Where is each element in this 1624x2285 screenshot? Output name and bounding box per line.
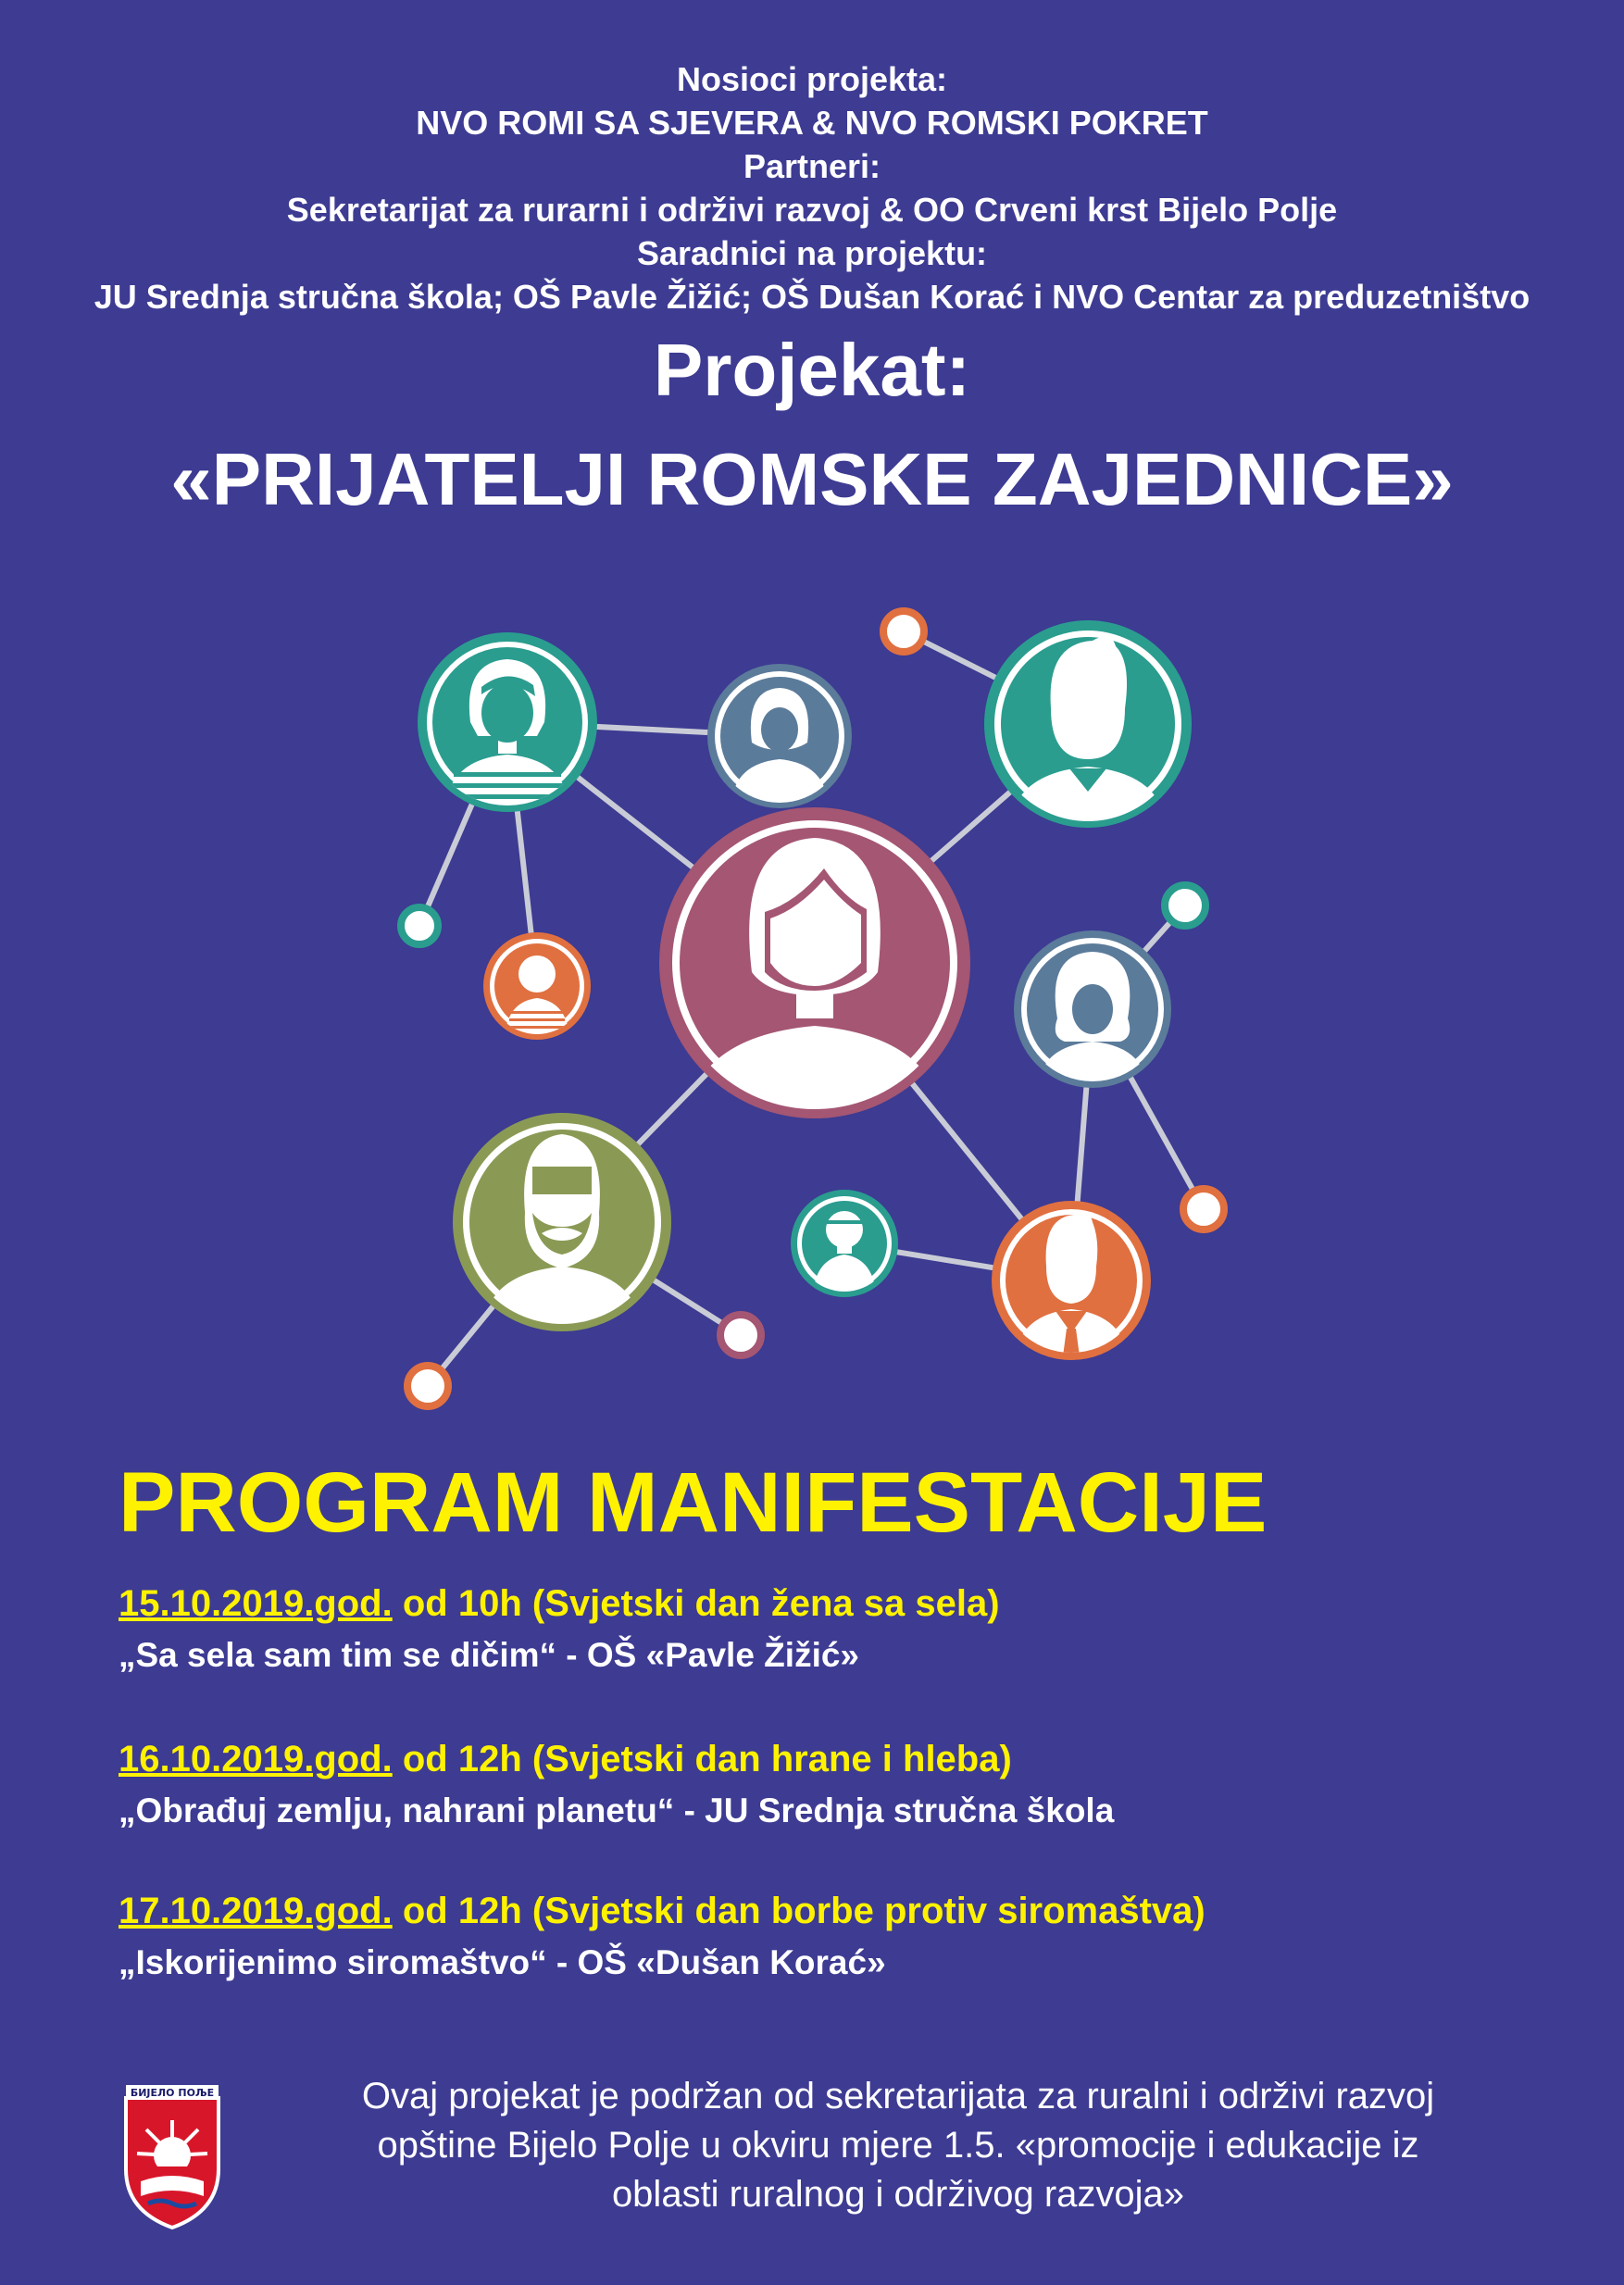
event-title: „Sa sela sam tim se dičim“ - OŠ «Pavle Žižić» (119, 1636, 859, 1674)
person-avatar-man-orange-small (483, 932, 591, 1040)
person-avatar-woman-teal (418, 632, 597, 815)
project-credits (0, 57, 1624, 318)
event-item (119, 1733, 1114, 1837)
event-time: od 10h (Svjetski dan žena sa sela) (392, 1583, 1000, 1624)
program-heading: PROGRAM MANIFESTACIJE (119, 1455, 1268, 1550)
project-label: Projekat: (653, 329, 971, 411)
people-network-illustration (0, 574, 1624, 1444)
person-avatar-bearded-man-olive (453, 1113, 671, 1333)
event-time: od 12h (Svjetski dan borbe protiv siromaštva) (392, 1891, 1206, 1931)
municipality-crest-logo (120, 2081, 224, 2229)
support-statement (250, 2072, 1546, 2219)
project-title: «PRIJATELJI ROMSKE ZAJEDNICE» (170, 438, 1454, 520)
credits-line: NVO ROMI SA SJEVERA & NVO ROMSKI POKRET (416, 104, 1208, 142)
event-title: „Obrađuj zemlju, nahrani planetu“ - JU Srednja stručna škola (119, 1792, 1115, 1829)
event-date: 16.10.2019.god. (119, 1739, 393, 1779)
support-line: oblasti ruralnog i održivog razvoja» (611, 2174, 1185, 2215)
person-avatar-woman-rose-central (659, 807, 970, 1130)
credits-line: Saradnici na projektu: (636, 234, 988, 272)
support-line: Ovaj projekat je podržan od sekretarijata za ruralni i održivi razvoj (361, 2076, 1435, 2116)
credits-line: JU Srednja stručna škola; OŠ Pavle Žižić; OŠ Dušan Korać i NVO Centar za preduzetništvo (94, 278, 1530, 316)
person-avatar-man-teal (984, 620, 1192, 829)
event-title: „Iskorijenimo siromaštvo“ - OŠ «Dušan Korać» (119, 1943, 886, 1981)
crest-lettering: БИЈЕЛО ПОЉЕ (130, 2087, 215, 2099)
person-avatar-woman-teal-small (791, 1190, 898, 1297)
event-date: 17.10.2019.god. (119, 1891, 393, 1931)
credits-line: Partneri: (743, 147, 881, 185)
event-time: od 12h (Svjetski dan hrane i hleba) (392, 1739, 1012, 1779)
event-item (119, 1578, 1000, 1681)
support-line: opštine Bijelo Polje u okviru mjere 1.5. «promocije i edukacije iz (377, 2125, 1419, 2166)
person-avatar-woman-slate-small (707, 664, 852, 808)
credits-line: Nosioci projekta: (676, 60, 948, 98)
person-avatar-man-tie-orange (992, 1201, 1151, 1363)
credits-line: Sekretarijat za rurarni i održivi razvoj & OO Crveni krst Bijelo Polje (286, 191, 1338, 229)
event-item (119, 1885, 1206, 1989)
person-avatar-woman-slate (1014, 930, 1171, 1088)
event-date: 15.10.2019.god. (119, 1583, 393, 1624)
